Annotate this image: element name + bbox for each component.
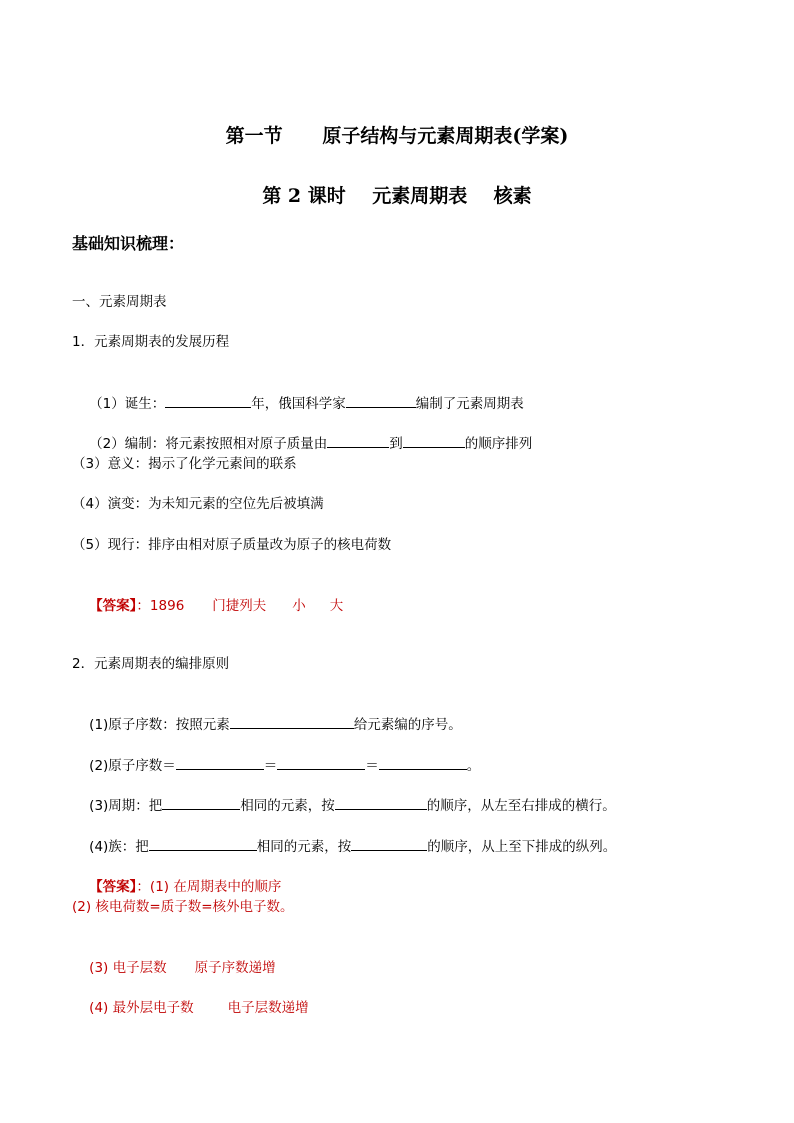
paragraph-current: （5）现行：排序由相对原子质量改为原子的核电荷数 <box>72 537 392 553</box>
main-title: 第一节 原子结构与元素周期表(学案) <box>225 125 569 147</box>
q1-end: 给元素编的序号。 <box>353 717 462 733</box>
q3-mid: 相同的元素，按 <box>240 798 335 814</box>
blank-group-1[interactable] <box>149 836 257 851</box>
blank-from[interactable] <box>327 433 389 448</box>
q3-label: (3)周期：把 <box>89 798 163 814</box>
answer-a4 <box>72 978 309 1038</box>
answer-a3-part1: (3) 电子层数 <box>89 960 167 976</box>
blank-eq-1[interactable] <box>176 755 264 770</box>
q2-equals-1: ＝ <box>263 758 278 774</box>
birth-end: 编制了元素周期表 <box>415 396 524 412</box>
q2-label: (2)原子序数＝ <box>89 758 176 774</box>
paragraph-evolution: （4）演变：为未知元素的空位先后被填满 <box>72 496 324 512</box>
blank-to[interactable] <box>403 433 465 448</box>
q4-label: (4)族：把 <box>89 839 149 855</box>
answer-a4-part2: 电子层数递增 <box>227 1000 309 1016</box>
blank-group-2[interactable] <box>351 836 427 851</box>
blank-period-2[interactable] <box>335 795 427 810</box>
section1-title: 一、元素周期表 <box>72 294 167 310</box>
item1-title: 1．元素周期表的发展历程 <box>72 334 230 350</box>
blank-scientist[interactable] <box>346 393 416 408</box>
answer-year: 1896 <box>149 598 185 614</box>
q4-end: 的顺序，从上至下排成的纵列。 <box>427 839 617 855</box>
blank-year[interactable] <box>165 393 251 408</box>
answer-colon-2: ： <box>136 879 150 895</box>
q2-end: 。 <box>466 758 481 774</box>
section2-title: 2．元素周期表的编排原则 <box>72 656 230 672</box>
blank-eq-3[interactable] <box>379 755 467 770</box>
answer-label-2: 【答案】 <box>89 879 137 895</box>
q1-label: (1)原子序数：按照元素 <box>89 717 230 733</box>
q2-equals-2: ＝ <box>365 758 379 774</box>
answer-colon: ： <box>136 598 150 614</box>
answer-a3-part2: 原子序数递增 <box>194 960 276 976</box>
answer-scientist: 门捷列夫 <box>212 598 267 614</box>
q4-mid: 相同的元素，按 <box>256 839 352 855</box>
lesson-subtitle: 第 2 课时 元素周期表 核素 <box>262 185 532 207</box>
blank-eq-2[interactable] <box>277 755 365 770</box>
answer-large: 大 <box>329 598 344 614</box>
answer-a4-part1: (4) 最外层电子数 <box>89 1000 194 1016</box>
q3-end: 的顺序，从左至右排成的横行。 <box>426 798 616 814</box>
compile-label: （2）编制：将元素按照相对原子质量由 <box>89 436 328 452</box>
answer-small: 小 <box>292 598 306 614</box>
answer-a2: (2) 核电荷数=质子数=核外电子数。 <box>72 899 294 915</box>
section-heading: 基础知识梳理： <box>72 234 185 253</box>
blank-period-1[interactable] <box>162 795 240 810</box>
answer-a1: (1) 在周期表中的顺序 <box>149 879 282 895</box>
blank-order[interactable] <box>230 714 354 729</box>
birth-mid: 年，俄国科学家 <box>251 396 346 412</box>
compile-end: 的顺序排列 <box>464 436 533 452</box>
compile-mid: 到 <box>389 436 403 452</box>
birth-label: （1）诞生： <box>89 396 166 412</box>
paragraph-meaning: （3）意义：揭示了化学元素间的联系 <box>72 456 297 472</box>
answer-line-1 <box>72 576 343 636</box>
answer-label: 【答案】 <box>89 598 137 614</box>
